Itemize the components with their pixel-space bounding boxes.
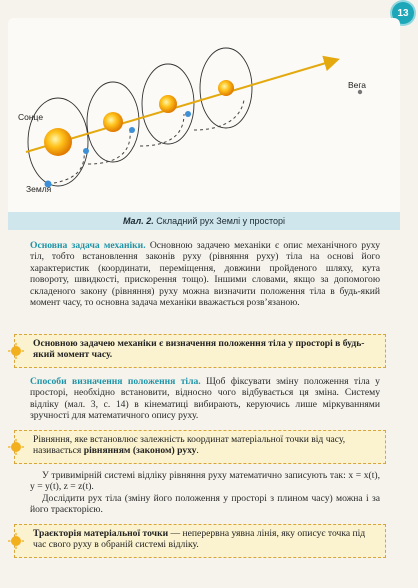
definition-box-main-task [14,334,386,368]
sun-3 [159,95,177,113]
definition-box-trajectory [14,524,386,558]
label-sun: Сонце [18,112,44,122]
earth-4 [185,111,191,117]
earth-3 [129,127,135,133]
definition-trajectory-text: — неперервна уявна лінія, яку описує точка під час свого руху в обраній системі відліку. [33,528,366,551]
definition-main-task-text: Основною задачею механіки є визначення положення тіла у просторі в будь-який момент часу. [33,338,365,361]
definition-motion-law-text-a: Рівняння, яке встановлює залежність координат матеріальної точки від часу, називається [33,434,346,457]
paragraph-position-methods-heading: Способи визначення положення тіла. [30,376,201,387]
label-earth: Земля [26,184,52,194]
paragraph-equations-line2: Дослідити рух тіла (зміну його положення у просторі з плином часу) можна і за його траєкторією. [30,492,380,516]
definition-trajectory-term: Траєкторія матеріальної точки [33,528,169,539]
paragraph-main-task [30,240,380,308]
earth-path [48,100,244,184]
sun-bullet-icon [8,533,24,549]
sun-bullet-icon [8,439,24,455]
paragraph-position-methods-body: Щоб фіксувати зміну положення тіла у просторі, необхідно встановити, відносно чого відбувається ця зміна. Систему відліку (мал. 3, с. 14) в кінематиці вибирають, керуючись лише міркуваннями зручності для математичного опису руху. [30,376,380,422]
figure-earth-motion [8,18,400,230]
earth-motion-illustration [8,18,400,212]
caption-mark: Мал. 2. [122,216,154,226]
page-number: 13 [397,7,409,19]
definition-box-motion-law [14,430,386,464]
paragraph-equations [30,470,380,516]
sun-2 [103,112,123,132]
label-vega: Вега [348,80,367,90]
paragraph-position-methods [30,376,380,422]
figure-caption [8,212,400,230]
definition-motion-law-text-c: . [196,445,199,457]
sun-1 [44,128,72,156]
paragraph-main-task-heading: Основна задача механіки. [30,240,146,251]
paragraph-equations-line1: У тривимірній системі відліку рівняння руху математично записують так: x = x(t), y = y(t), z = z(t). [30,470,380,493]
sun-4 [218,80,234,96]
sun-bullet-icon [8,343,24,359]
vega-star [358,90,362,94]
paragraph-main-task-body: Основною задачею механіки є опис механічного руху тіл, тобто встановлення законів руху (рівняння руху) тіла на основі його характеристик (координати, переміщення, довжини пройденого шляху, кута повороту, швидкості, прискорення тощо). Іншими словами, якщо за допомогою складеного закону (рівняння) руху можна визначити положення тіла в будь-який момент часу, то основна задача механіки вважається розв’язаною. [30,240,380,309]
definition-motion-law-term: рівнянням (законом) руху [83,445,197,457]
earth-2 [83,148,89,154]
caption-text: Складний рух Землі у просторі [156,216,286,226]
